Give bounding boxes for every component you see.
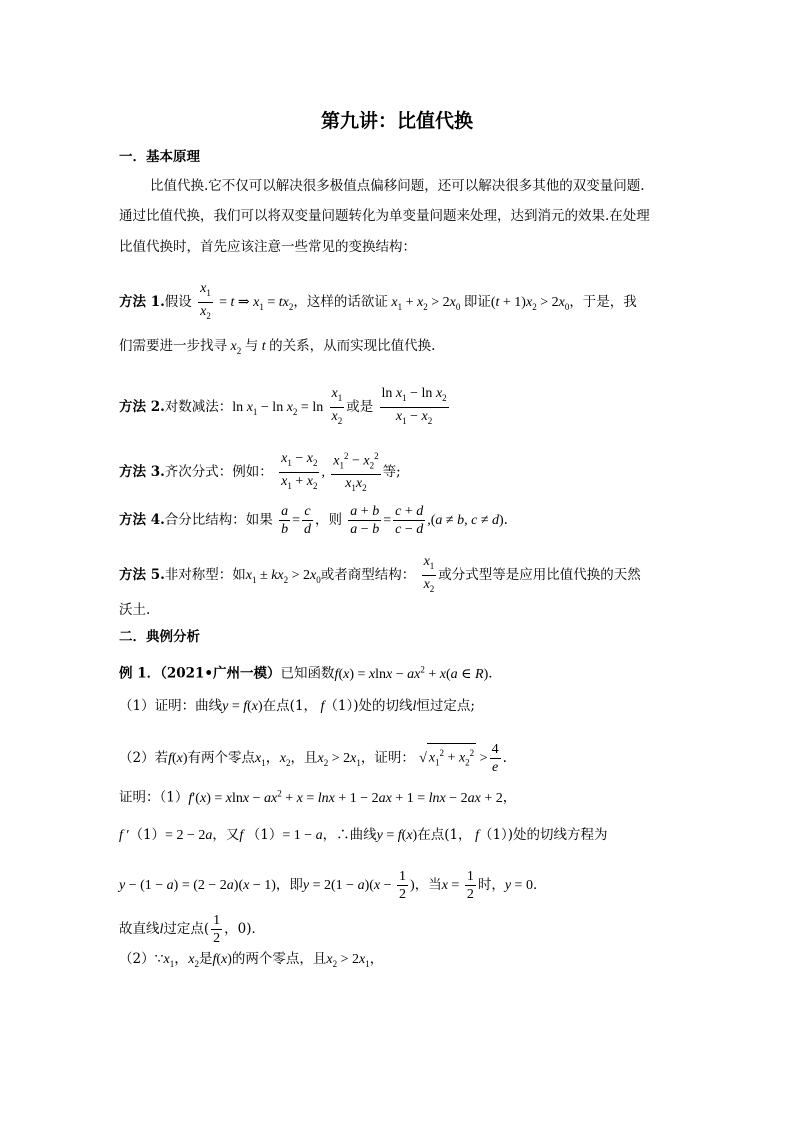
intro-line-2: 通过比值代换，我们可以将双变量问题转化为单变量问题来处理，达到消元的效果.在处理 — [119, 208, 650, 224]
method-4-end: . — [503, 512, 508, 528]
proof-3-b: ，当 — [414, 877, 442, 893]
question-2-text-b: 有两个零点 — [187, 750, 256, 766]
method-1-text: 假设 — [164, 293, 192, 310]
method-5-label: 方法 5. — [119, 566, 165, 583]
formula-derivative: $f'(x) = xlnx - ax^2 + x = \ln x + 1 - 2ax + 1 = \ln x - 2ax + 2$ — [188, 788, 503, 806]
method-1-text-3: 即证 — [463, 293, 491, 310]
method-3-text: 齐次分式：例如： — [164, 464, 273, 481]
proof-2-e: 在点(1， — [417, 827, 472, 843]
proof-line-5: $(2)\because x_1$，$x_2$是f(x)的两个零点，且$x_2 > 2x_1$， — [119, 951, 384, 969]
fraction-log-quotient: $\frac{\ln x_1 - \ln x_2}{x_1 - x_2}$ — [381, 386, 447, 426]
section-heading-principle: 一．基本原理 — [119, 149, 200, 165]
page-title: 第九讲：比值代换 — [320, 110, 473, 132]
method-3: 方法 3.齐次分式：例如： $\frac{x_1 - x_2}{x_1 + x_2}$ , $\frac{x_1^2 - x_2^2}{x_1x_2}$ 等; — [119, 448, 401, 497]
formula-goal: $x_1 + x_2 > 2x_0$ — [391, 294, 461, 312]
fraction-x1-over-x2: $\frac{x_1}{x_2}$ — [200, 281, 211, 321]
fraction-c-over-d: $\frac{c}{d}$ — [304, 504, 311, 537]
fraction-sum-over-diff-cd: $\frac{c + d}{c - d}$ — [395, 504, 424, 537]
method-2-text-2: 或是 — [346, 398, 374, 415]
method-4-text-2: ，则 — [315, 512, 342, 528]
question-1-text: （1）证明：曲线 — [119, 698, 223, 714]
method-1-continued — [119, 337, 435, 360]
fraction-homogeneous-2: $\frac{x_1^2 - x_2^2}{x_1x_2}$ — [331, 448, 380, 497]
formula-asymmetric: $x_1 \pm kx_2 > 2x_0$ — [245, 567, 321, 585]
question-1-text-d: 恒过定点; — [416, 698, 475, 714]
fraction-one-half-3: $\frac{1}{2}$ — [213, 913, 221, 946]
intro-line-1: 比值代换.它不仅可以解决很多极值点偏移问题，还可以解决很多其他的双变量问题. — [150, 178, 645, 194]
question-2: （2）若f(x)有两个零点$x_1$，$x_2$，且$x_2 > 2x_1$，证明： √ $x_1^2 + x_2^2$ > $\frac{4}{e}$ . — [119, 742, 507, 775]
fraction-quotient-structure: $\frac{x_1}{x_2}$ — [423, 554, 435, 594]
var-x2: $x_2$ — [230, 339, 242, 356]
formula-condition: ,(a ≠ b, c ≠ d) — [427, 513, 504, 528]
fraction-one-half-2: $\frac{1}{2}$ — [466, 869, 474, 902]
proof-line-1: 证明：$(1)f'(x) = xlnx - ax^2 + x = \ln x + 1 - 2ax + 1 = \ln x - 2ax + 2$， — [119, 788, 517, 806]
question-2-text: （2）若 — [119, 750, 169, 766]
method-2 — [119, 385, 451, 430]
example-1-text: 已知函数 — [280, 665, 335, 682]
proof-2-a: （1） — [129, 827, 166, 843]
example-1-source: （2021•广州一模） — [160, 665, 281, 682]
formula-substitution: = t ⇒ $x_1 = tx_2$ — [219, 294, 294, 312]
proof-3-c: 时， — [477, 877, 505, 893]
fraction-homogeneous-1: $\frac{x_1 - x_2}{x_1 + x_2}$ — [281, 451, 318, 491]
method-5-continued: 沃土. — [119, 602, 151, 618]
method-4-text: 合分比结构：如果 — [164, 512, 273, 528]
method-1-label: 方法 1. — [119, 293, 165, 310]
method-4-label: 方法 4. — [119, 512, 165, 528]
formula-sqrt-inequality: √ $x_1^2 + x_2^2$ > — [419, 751, 487, 766]
method-1-cont-c: 的关系，从而实现比值代换. — [269, 338, 436, 354]
proof-5-b: 是 — [198, 951, 213, 967]
method-2-text: 对数减法： — [164, 398, 233, 415]
fraction-a-over-b: $\frac{a}{b}$ — [281, 504, 289, 537]
proof-2-c: （1） — [246, 827, 283, 843]
question-1-text-c: （1）)处的切线 — [324, 698, 413, 714]
method-5-text-2: 或者商型结构： — [320, 566, 416, 583]
fraction-4-over-e: $\frac{4}{e}$ — [491, 742, 499, 775]
method-3-text-2: 等; — [382, 464, 401, 481]
proof-4-b: 过定点( — [163, 921, 210, 937]
question-1-text-b: 在点(1， — [262, 698, 318, 714]
proof-line-2: f ′（1）= 2 − 2a，又f （1）= 1 − a，∴曲线y = f(x)在点(1， f（1）)处的切线方程为 — [119, 827, 608, 843]
proof-label: 证明：（1） — [119, 789, 189, 806]
formula-function-definition: $f(x) = xlnx - ax^2 + x(a$ ∈ R) — [334, 664, 489, 682]
section-heading-examples: 二．典例分析 — [119, 629, 200, 645]
proof-3-a: ，即 — [275, 877, 303, 893]
proof-line-3: y − (1 − a) = (2 − 2a)(x − 1)，即y = 2(1 − a)(x − $\frac{1}{2}$ )，当x = $\frac{1}{2}$ 时，y = 0． — [119, 869, 547, 902]
fraction-x1-over-x2-log: $\frac{x_1}{x_2}$ — [331, 386, 343, 426]
question-2-text-c: ，且 — [290, 750, 318, 766]
proof-2-b: ，又 — [212, 827, 240, 843]
question-1: （1）证明：曲线y = f(x)在点(1， f（1）)处的切线l恒过定点; — [119, 698, 475, 714]
method-1-cont-b: 与 — [244, 338, 259, 354]
proof-line-4: 故直线l过定点( $\frac{1}{2}$ ，0)． — [119, 913, 266, 946]
method-4: 方法 4.合分比结构：如果 $\frac{a}{b}$ = $\frac{c}{d}$ ，则 $\frac{a + b}{a - b}$ = $\frac{c + d}{c - d}$ ,(a ≠ b, c ≠ d). — [119, 504, 508, 537]
question-2-text-d: ，证明： — [360, 750, 415, 766]
proof-5-c: 的两个零点，且 — [231, 951, 327, 967]
fraction-one-half: $\frac{1}{2}$ — [399, 869, 407, 902]
proof-4-a: 故直线 — [119, 921, 160, 937]
method-5-text-3: 或分式型等是应用比值代换的天然 — [438, 566, 641, 583]
formula-equivalent: $(t + 1)x_2 > 2x_0$ — [490, 294, 570, 312]
method-1-text-2: ，这样的话欲证 — [293, 293, 388, 310]
example-1-statement: 例 1．（2021•广州一模）已知函数$f(x) = xlnx - ax^2 + x(a$ ∈ R)． — [119, 664, 502, 682]
method-1 — [119, 280, 637, 325]
proof-2-d: ，∴曲线 — [322, 827, 377, 843]
proof-2-f: （1）)处的切线方程为 — [478, 827, 608, 843]
method-2-label: 方法 2. — [119, 398, 165, 415]
formula-tangent-line: y − (1 − a) = (2 − 2a)(x − 1) — [119, 878, 276, 893]
proof-4-c: ，0)． — [224, 921, 266, 937]
method-3-label: 方法 3. — [119, 464, 165, 481]
method-1-cont-a: 们需要进一步找寻 — [119, 338, 227, 354]
proof-5-a: （2） — [119, 951, 155, 967]
var-t: t — [261, 339, 266, 354]
method-5 — [119, 553, 641, 598]
method-5-text: 非对称型：如 — [164, 566, 246, 583]
method-1-text-4: ，于是，我 — [569, 293, 637, 310]
fraction-sum-over-diff-ab: $\frac{a + b}{a - b}$ — [350, 504, 380, 537]
formula-log-difference: $\ln x_1 - \ln x_2 = \ln$ — [232, 399, 324, 417]
example-1-label: 例 1． — [119, 665, 161, 682]
intro-line-3: 比值代换时，首先应该注意一些常见的变换结构： — [119, 239, 416, 255]
